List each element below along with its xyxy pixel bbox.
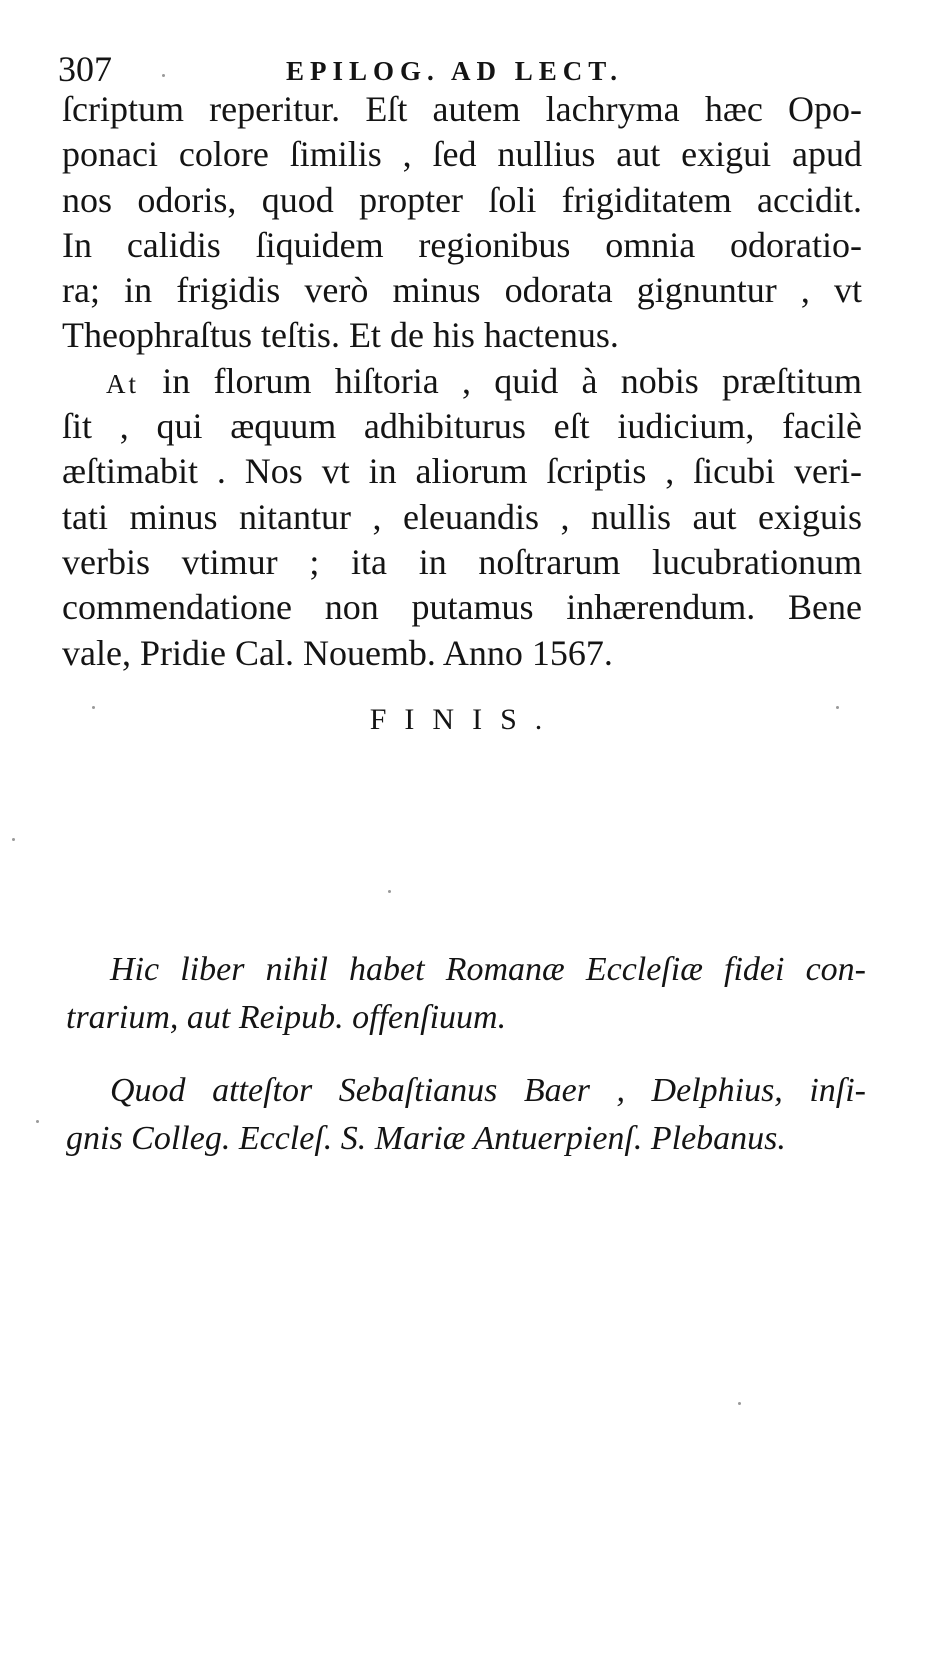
text-line: vale, Pridie Cal. Nouemb. Anno 1567. [62, 632, 613, 673]
text-line: ra; in frigidis verò minus odorata gignuntur , vt [62, 270, 862, 311]
text-fragment: in florum hiſtoria , quid à nobis præſtitum [139, 360, 862, 401]
text-line: ſit , qui æquum adhibiturus eſt iudicium, facilè [62, 406, 862, 447]
paragraph-initial: At [106, 368, 139, 399]
paper-speck [36, 1120, 39, 1123]
text-line: commendatione non putamus inhærendum. Bene [62, 587, 862, 628]
attestation-line: Quod atteſtor Sebaſtianus Baer , Delphius, inſi- [110, 1072, 866, 1109]
paper-speck [162, 74, 165, 77]
page-number: 307 [58, 49, 112, 89]
finis-heading: FINIS. [369, 703, 561, 736]
attestation-line: gnis Colleg. Eccleſ. S. Mariæ Antuerpienſ. Plebanus. [66, 1120, 786, 1157]
paper-speck [388, 890, 391, 893]
approbation-note [66, 946, 866, 1163]
text-line: ſcriptum reperitur. Eſt autem lachryma hæc Opo- [62, 89, 862, 129]
spacer [66, 1042, 866, 1067]
paper-speck [738, 1402, 741, 1405]
text-line: Theophraſtus teſtis. Et de his hactenus. [62, 315, 619, 356]
text-line: æſtimabit . Nos vt in aliorum ſcriptis , ſicubi veri- [62, 451, 862, 492]
text-line: verbis vtimur ; ita in noſtrarum lucubrationum [62, 541, 862, 582]
approbation-line: Hic liber nihil habet Romanæ Eccleſiæ fidei con- [110, 951, 866, 988]
approbation-line: trarium, aut Reipub. offenſiuum. [66, 999, 507, 1036]
text-line: In calidis ſiquidem regionibus omnia odoratio- [62, 224, 862, 265]
paragraph-first-line [62, 359, 862, 404]
text-line: ponaci colore ſimilis , ſed nullius aut exigui apud [62, 134, 862, 175]
text-line: tati minus nitantur , eleuandis , nullis aut exiguis [62, 496, 862, 537]
running-head-title: EPILOG. AD LECT. [286, 56, 624, 86]
paper-speck [92, 706, 95, 709]
text-line: nos odoris, quod propter ſoli frigiditatem accidit. [62, 179, 862, 220]
paper-speck [12, 838, 15, 841]
paper-speck [836, 706, 839, 709]
main-text [62, 87, 862, 676]
